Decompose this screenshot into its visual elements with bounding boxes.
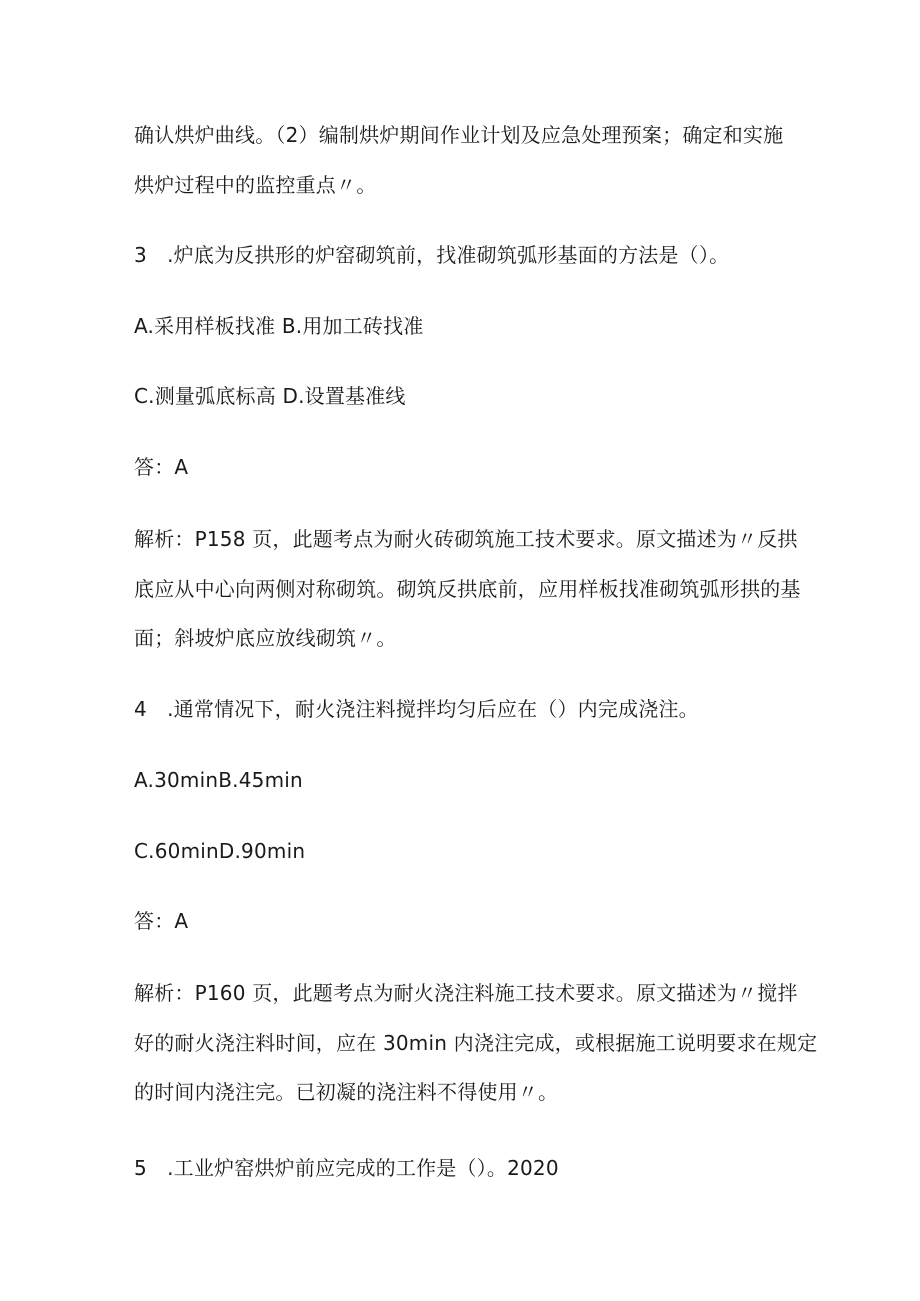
answer-line: 答：A [134,909,189,933]
analysis-line: 底应从中心向两侧对称砌筑。砌筑反拱底前，应用样板找准砌筑弧形拱的基 [134,577,801,601]
option-line: C.60minD.90min [134,839,306,863]
analysis-line: 面；斜坡炉底应放线砌筑〃。 [134,626,397,650]
option-line: C.测量弧底标高 D.设置基准线 [134,384,406,408]
question-3: 3 .炉底为反拱形的炉窑砌筑前，找准砌筑弧形基面的方法是（）。 [134,243,730,267]
text-line: 烘炉过程中的监控重点〃。 [134,173,377,197]
question-4: 4 .通常情况下，耐火浇注料搅拌均匀后应在（）内完成浇注。 [134,697,699,721]
option-line: A.采用样板找准 B.用加工砖找准 [134,314,424,338]
analysis-line: 解析：P160 页，此题考点为耐火浇注料施工技术要求。原文描述为〃搅拌 [134,981,798,1005]
question-5: 5 .工业炉窑烘炉前应完成的工作是（）。2020 [134,1156,559,1180]
analysis-line: 的时间内浇注完。已初凝的浇注料不得使用〃。 [134,1080,559,1104]
option-line: A.30minB.45min [134,768,303,792]
analysis-line: 解析：P158 页，此题考点为耐火砖砌筑施工技术要求。原文描述为〃反拱 [134,527,798,551]
text-line: 确认烘炉曲线。（2）编制烘炉期间作业计划及应急处理预案；确定和实施 [134,123,784,147]
analysis-line: 好的耐火浇注料时间，应在 30min 内浇注完成，或根据施工说明要求在规定 [134,1031,818,1055]
answer-line: 答：A [134,455,189,479]
